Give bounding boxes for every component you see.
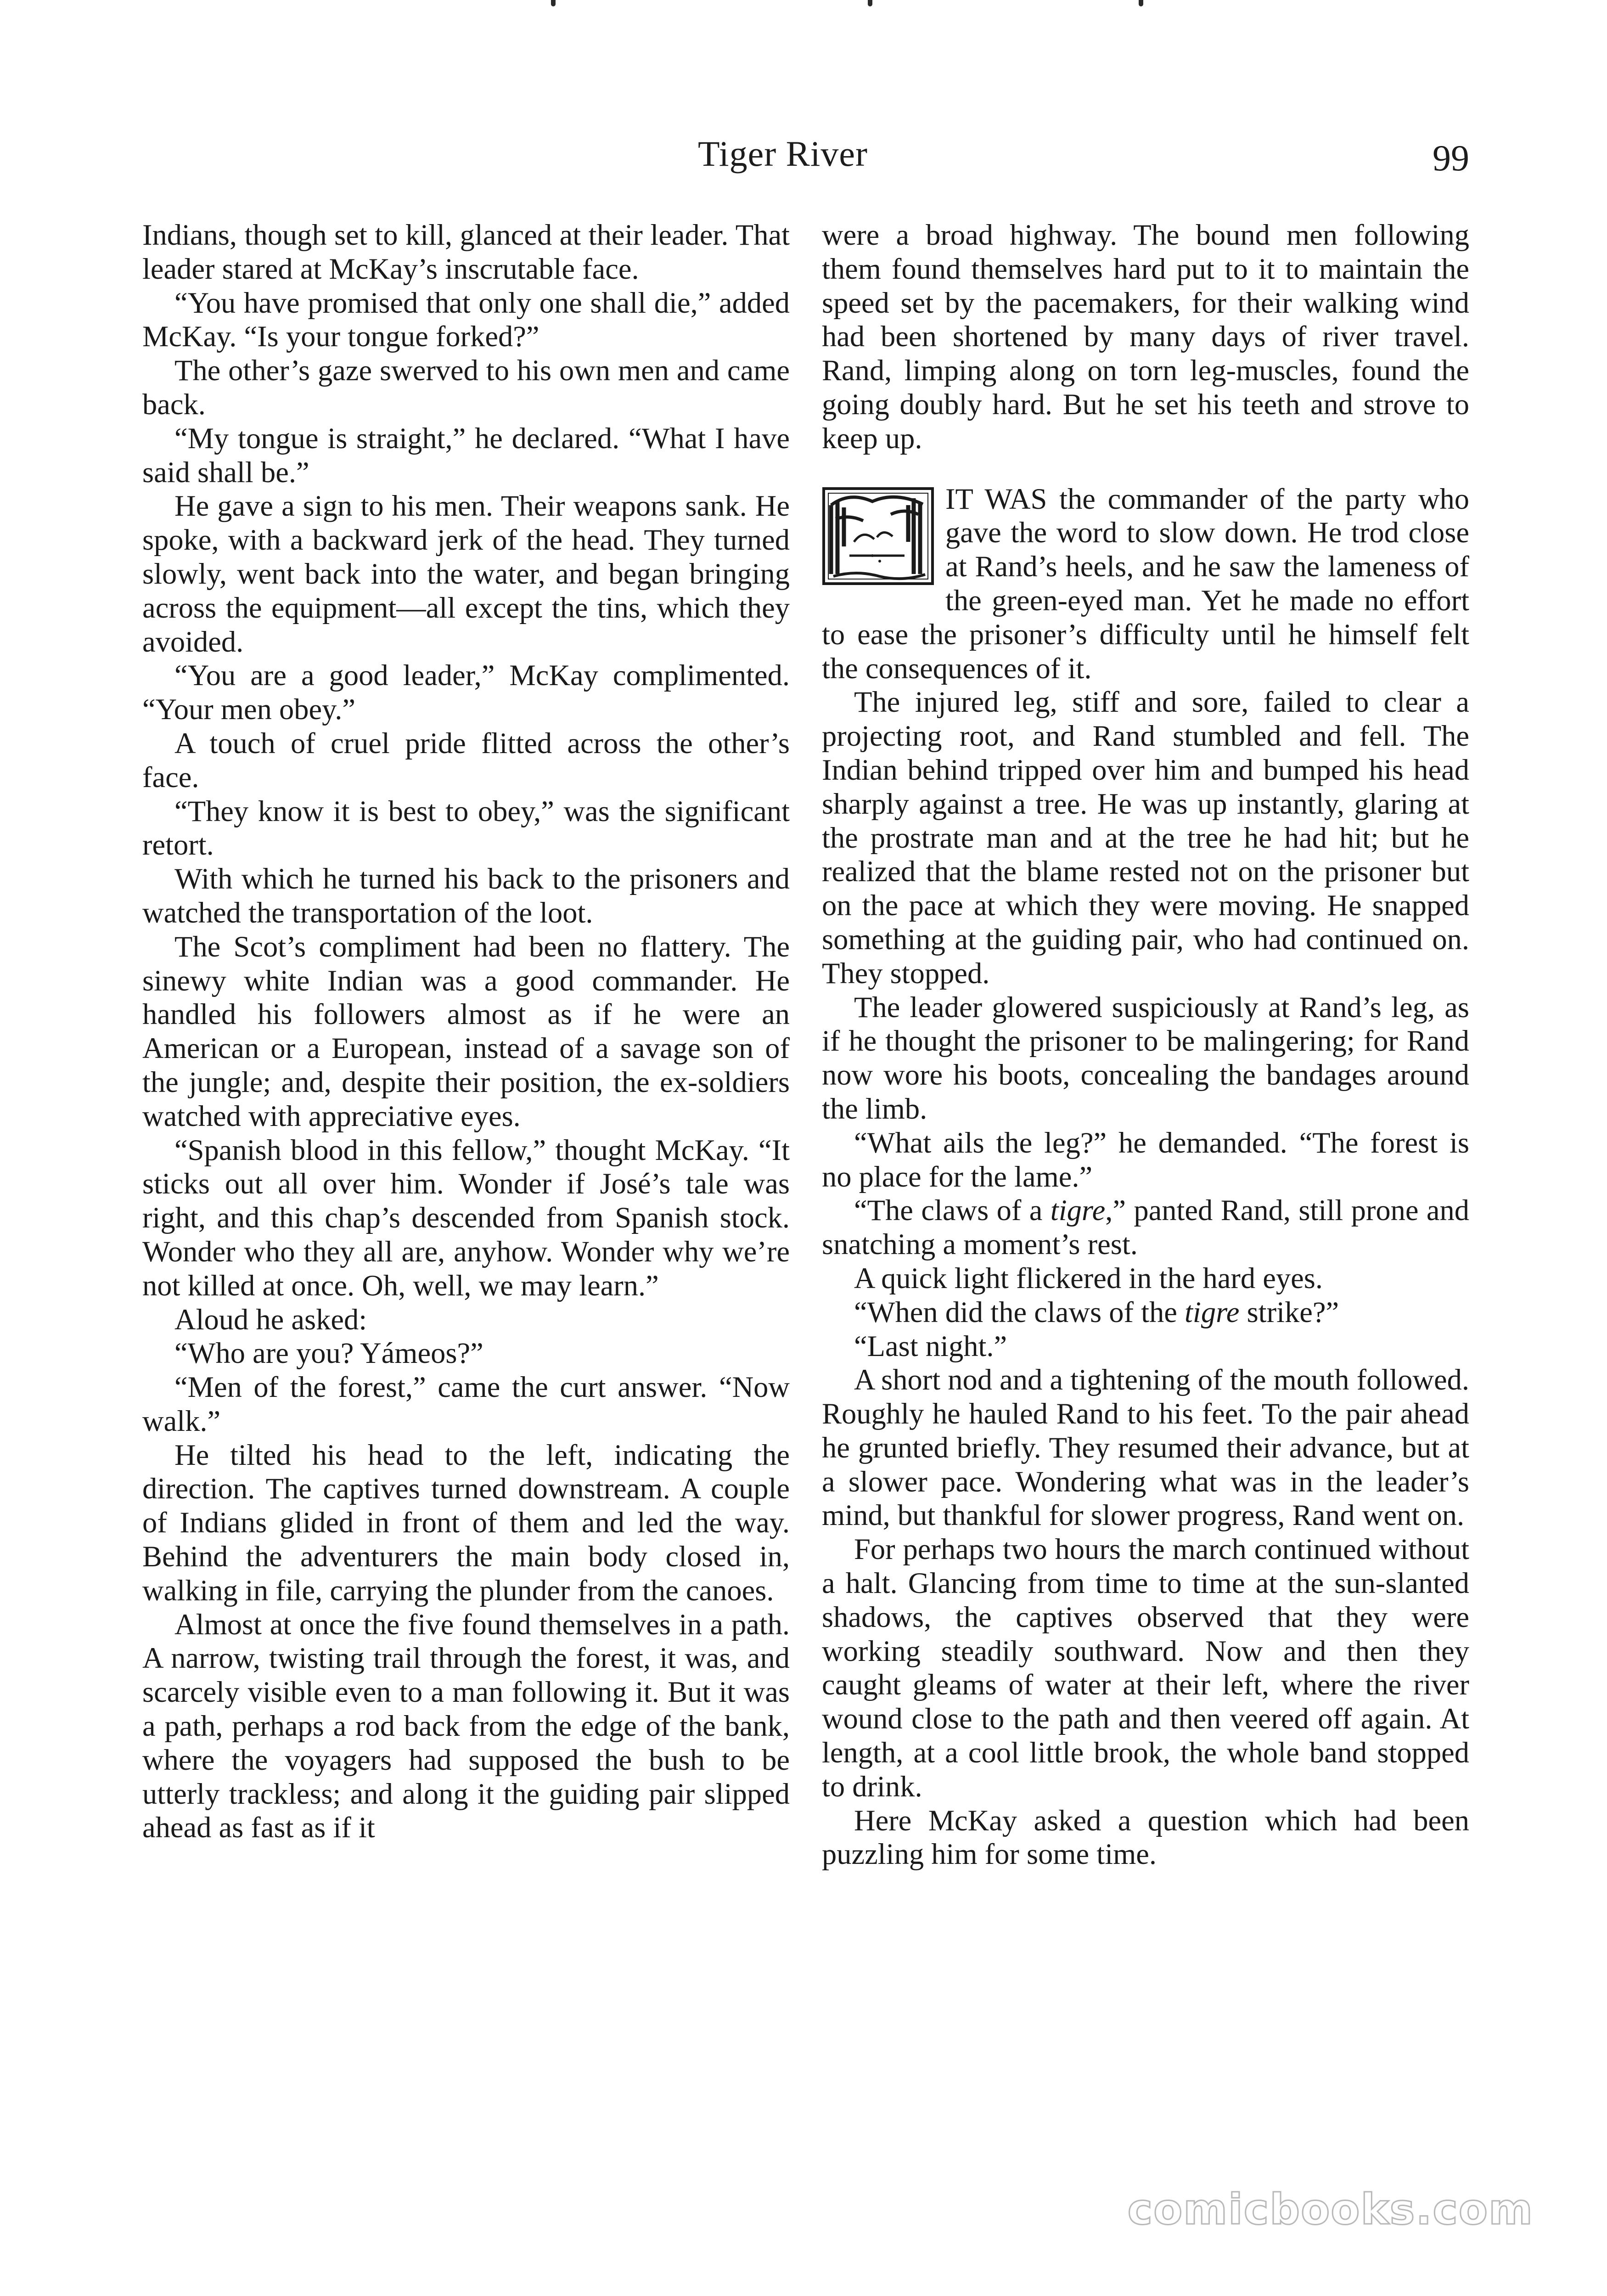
paragraph: “Last night.” xyxy=(854,1329,1007,1362)
running-title: Tiger River xyxy=(698,134,868,174)
paragraph: “Men of the forest,” came the curt answer. “Now walk.” xyxy=(142,1371,790,1437)
text-run: “When did the claws of the xyxy=(854,1295,1185,1328)
paragraph: “You are a good leader,” McKay complimented. “Your men obey.” xyxy=(142,659,790,726)
text-run: “The claws of a xyxy=(854,1194,1051,1227)
paragraph xyxy=(822,1193,1469,1261)
jungle-vignette-ornament xyxy=(822,487,934,585)
paragraph: Almost at once the five found themselves in a path. A narrow, twisting trail through the forest, it was, and scarcely visible even to a man following it. But it was a path, perhaps a rod back from the edge of the bank, where the voyagers had supposed the bush to be utterly trackless; and along it the guiding pair slipped ahead as fast as if it xyxy=(142,1608,790,1844)
right-column xyxy=(822,218,1469,1871)
paragraph: He tilted his head to the left, indicating the direction. The captives turned downstream. A couple of Indians glided in front of them and led the way. Behind the adventurers the main body closed in, walking in file, carrying the plunder from the canoes. xyxy=(142,1438,790,1607)
paragraph: Indians, though set to kill, glanced at their leader. That leader stared at McKay’s inscrutable face. xyxy=(142,219,790,285)
paragraph xyxy=(822,1295,1469,1329)
paragraph: “Who are you? Yámeos?” xyxy=(174,1337,483,1370)
paragraph: He gave a sign to his men. Their weapons sank. He spoke, with a backward jerk of the head. They turned slowly, went back into the water, and began bringing across the equipment—all except the tins, which they avoided. xyxy=(142,490,790,658)
paragraph: were a broad highway. The bound men following them found themselves hard put to it to maintain the speed set by the pacemakers, for their walking wind had been shortened by many days of river travel. Rand, limping along on torn leg-muscles, found the going doubly hard. But he set his teeth and strove to keep up. xyxy=(822,219,1469,455)
paragraph: The Scot’s compliment had been no flattery. The sinewy white Indian was a good commander. He handled his followers almost as if he were an American or a European, instead of a savage son of the jungle; and, despite their position, the ex-soldiers watched with appreciative eyes. xyxy=(142,930,790,1132)
paragraph: “What ails the leg?” he demanded. “The forest is no place for the lame.” xyxy=(822,1126,1469,1193)
site-watermark: comicbooks.com xyxy=(1127,2185,1534,2234)
text-run: strike?” xyxy=(1239,1295,1339,1328)
italic-word: tigre xyxy=(1050,1194,1106,1227)
paragraph: “They know it is best to obey,” was the significant retort. xyxy=(142,794,790,861)
page-number: 99 xyxy=(1433,138,1469,179)
paragraph: “Spanish blood in this fellow,” thought McKay. “It sticks out all over him. Wonder if José’s tale was right, and this chap’s descended from Spanish stock. Wonder who they all are, anyhow. Wonder why we’re not killed at once. Oh, well, we may learn.” xyxy=(142,1133,790,1302)
paragraph: The other’s gaze swerved to his own men and came back. xyxy=(142,354,790,421)
paragraph: The injured leg, stiff and sore, failed to clear a projecting root, and Rand stumbled and fell. The Indian behind tripped over him and bumped his head sharply against a tree. He was up instantly, glaring at the prostrate man and at the tree he had hit; but he realized that the blame rested not on the prisoner but on the pace at which they were moving. He snapped something at the guiding pair, who had continued on. They stopped. xyxy=(822,686,1469,990)
section-opening-paragraph xyxy=(822,482,1469,686)
paragraph: A short nod and a tightening of the mouth followed. Roughly he hauled Rand to his feet. To the pair ahead he grunted briefly. They resumed their advance, but at a slower pace. Wondering what was in the leader’s mind, but thankful for slower progress, Rand went on. xyxy=(822,1363,1469,1532)
paragraph: The leader glowered suspiciously at Rand’s leg, as if he thought the prisoner to be malingering; for Rand now wore his boots, concealing the bandages around the limb. xyxy=(822,990,1469,1125)
paragraph: “You have promised that only one shall die,” added McKay. “Is your tongue forked?” xyxy=(142,286,790,353)
paragraph: A quick light flickered in the hard eyes. xyxy=(854,1261,1323,1294)
text-run: ,” panted Rand, still prone and snatching a moment’s rest. xyxy=(822,1194,1469,1261)
vignette-illustration xyxy=(822,487,934,585)
cropped-previous-line xyxy=(551,0,1148,6)
left-column xyxy=(142,218,790,1845)
italic-word: tigre xyxy=(1185,1295,1240,1328)
paragraph: With which he turned his back to the prisoners and watched the transportation of the loot. xyxy=(142,862,790,929)
paragraph: “My tongue is straight,” he declared. “What I have said shall be.” xyxy=(142,422,790,489)
paragraph: Here McKay asked a question which had been puzzling him for some time. xyxy=(822,1804,1469,1871)
section-opening-text: IT WAS the commander of the party who gave the word to slow down. He trod close at Rand’s heels, and he saw the lameness of the green-eyed man. Yet he made no effort to ease the prisoner’s difficulty until he himself felt the consequences of it. xyxy=(822,482,1469,685)
paragraph: Aloud he asked: xyxy=(174,1303,367,1336)
paragraph: A touch of cruel pride flitted across the other’s face. xyxy=(142,726,790,793)
paragraph: For perhaps two hours the march continued without a halt. Glancing from time to time at the sun-slanted shadows, the captives observed that they were working steadily southward. Now and then they caught gleams of water at their left, where the river wound close to the path and then veered off again. At length, at a cool little brook, the whole band stopped to drink. xyxy=(822,1533,1469,1803)
